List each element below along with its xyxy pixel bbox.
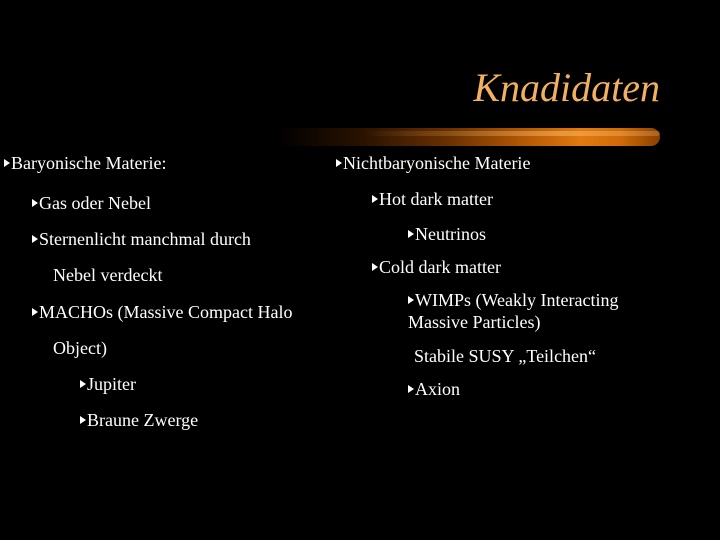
bullet-jupiter [80, 373, 136, 395]
bullet-machos [32, 301, 292, 323]
bullet-text: Cold dark matter [379, 257, 501, 277]
arrow-bullet-icon [32, 308, 38, 316]
bullet-baryonic-matter [4, 152, 166, 174]
bullet-text: Sternenlicht manchmal durch [39, 229, 251, 249]
arrow-bullet-icon [408, 296, 414, 304]
bullet-axion [408, 378, 460, 400]
bullet-brown-dwarfs [80, 409, 198, 431]
bullet-text: Nichtbaryonische Materie [343, 153, 531, 173]
slide-title: Knadidaten [473, 65, 660, 110]
bullet-hot-dark-matter [372, 188, 493, 210]
bullet-text: Neutrinos [415, 224, 486, 244]
bullet-cold-dark-matter [372, 256, 501, 278]
bullet-gas-nebula [32, 192, 151, 214]
arrow-bullet-icon [4, 159, 10, 167]
bullet-text: Baryonische Materie: [11, 153, 167, 173]
bullet-text: MACHOs (Massive Compact Halo [39, 302, 293, 322]
bullet-text: Hot dark matter [379, 189, 493, 209]
bullet-text: Axion [415, 379, 460, 399]
bullet-wimps-continued: Massive Particles) [408, 312, 541, 332]
bullet-non-baryonic-matter [336, 152, 530, 174]
arrow-bullet-icon [336, 159, 342, 167]
bullet-text: WIMPs (Weakly Interacting [415, 290, 619, 310]
bullet-text: Gas oder Nebel [39, 193, 151, 213]
arrow-bullet-icon [32, 235, 38, 243]
arrow-bullet-icon [372, 195, 378, 203]
arrow-bullet-icon [408, 385, 414, 393]
bullet-machos-continued: Object) [53, 338, 107, 358]
arrow-bullet-icon [80, 380, 86, 388]
bullet-starlight-continued: Nebel verdeckt [53, 265, 163, 285]
arrow-bullet-icon [80, 416, 86, 424]
bullet-neutrinos [408, 223, 486, 245]
arrow-bullet-icon [408, 230, 414, 238]
text-susy-particles: Stabile SUSY „Teilchen“ [414, 346, 597, 366]
arrow-bullet-icon [372, 263, 378, 271]
bullet-text: Jupiter [87, 374, 136, 394]
bullet-starlight [32, 228, 251, 250]
bullet-wimps [408, 289, 618, 311]
arrow-bullet-icon [32, 199, 38, 207]
title-underline-bar [0, 128, 660, 146]
bullet-text: Braune Zwerge [87, 410, 199, 430]
